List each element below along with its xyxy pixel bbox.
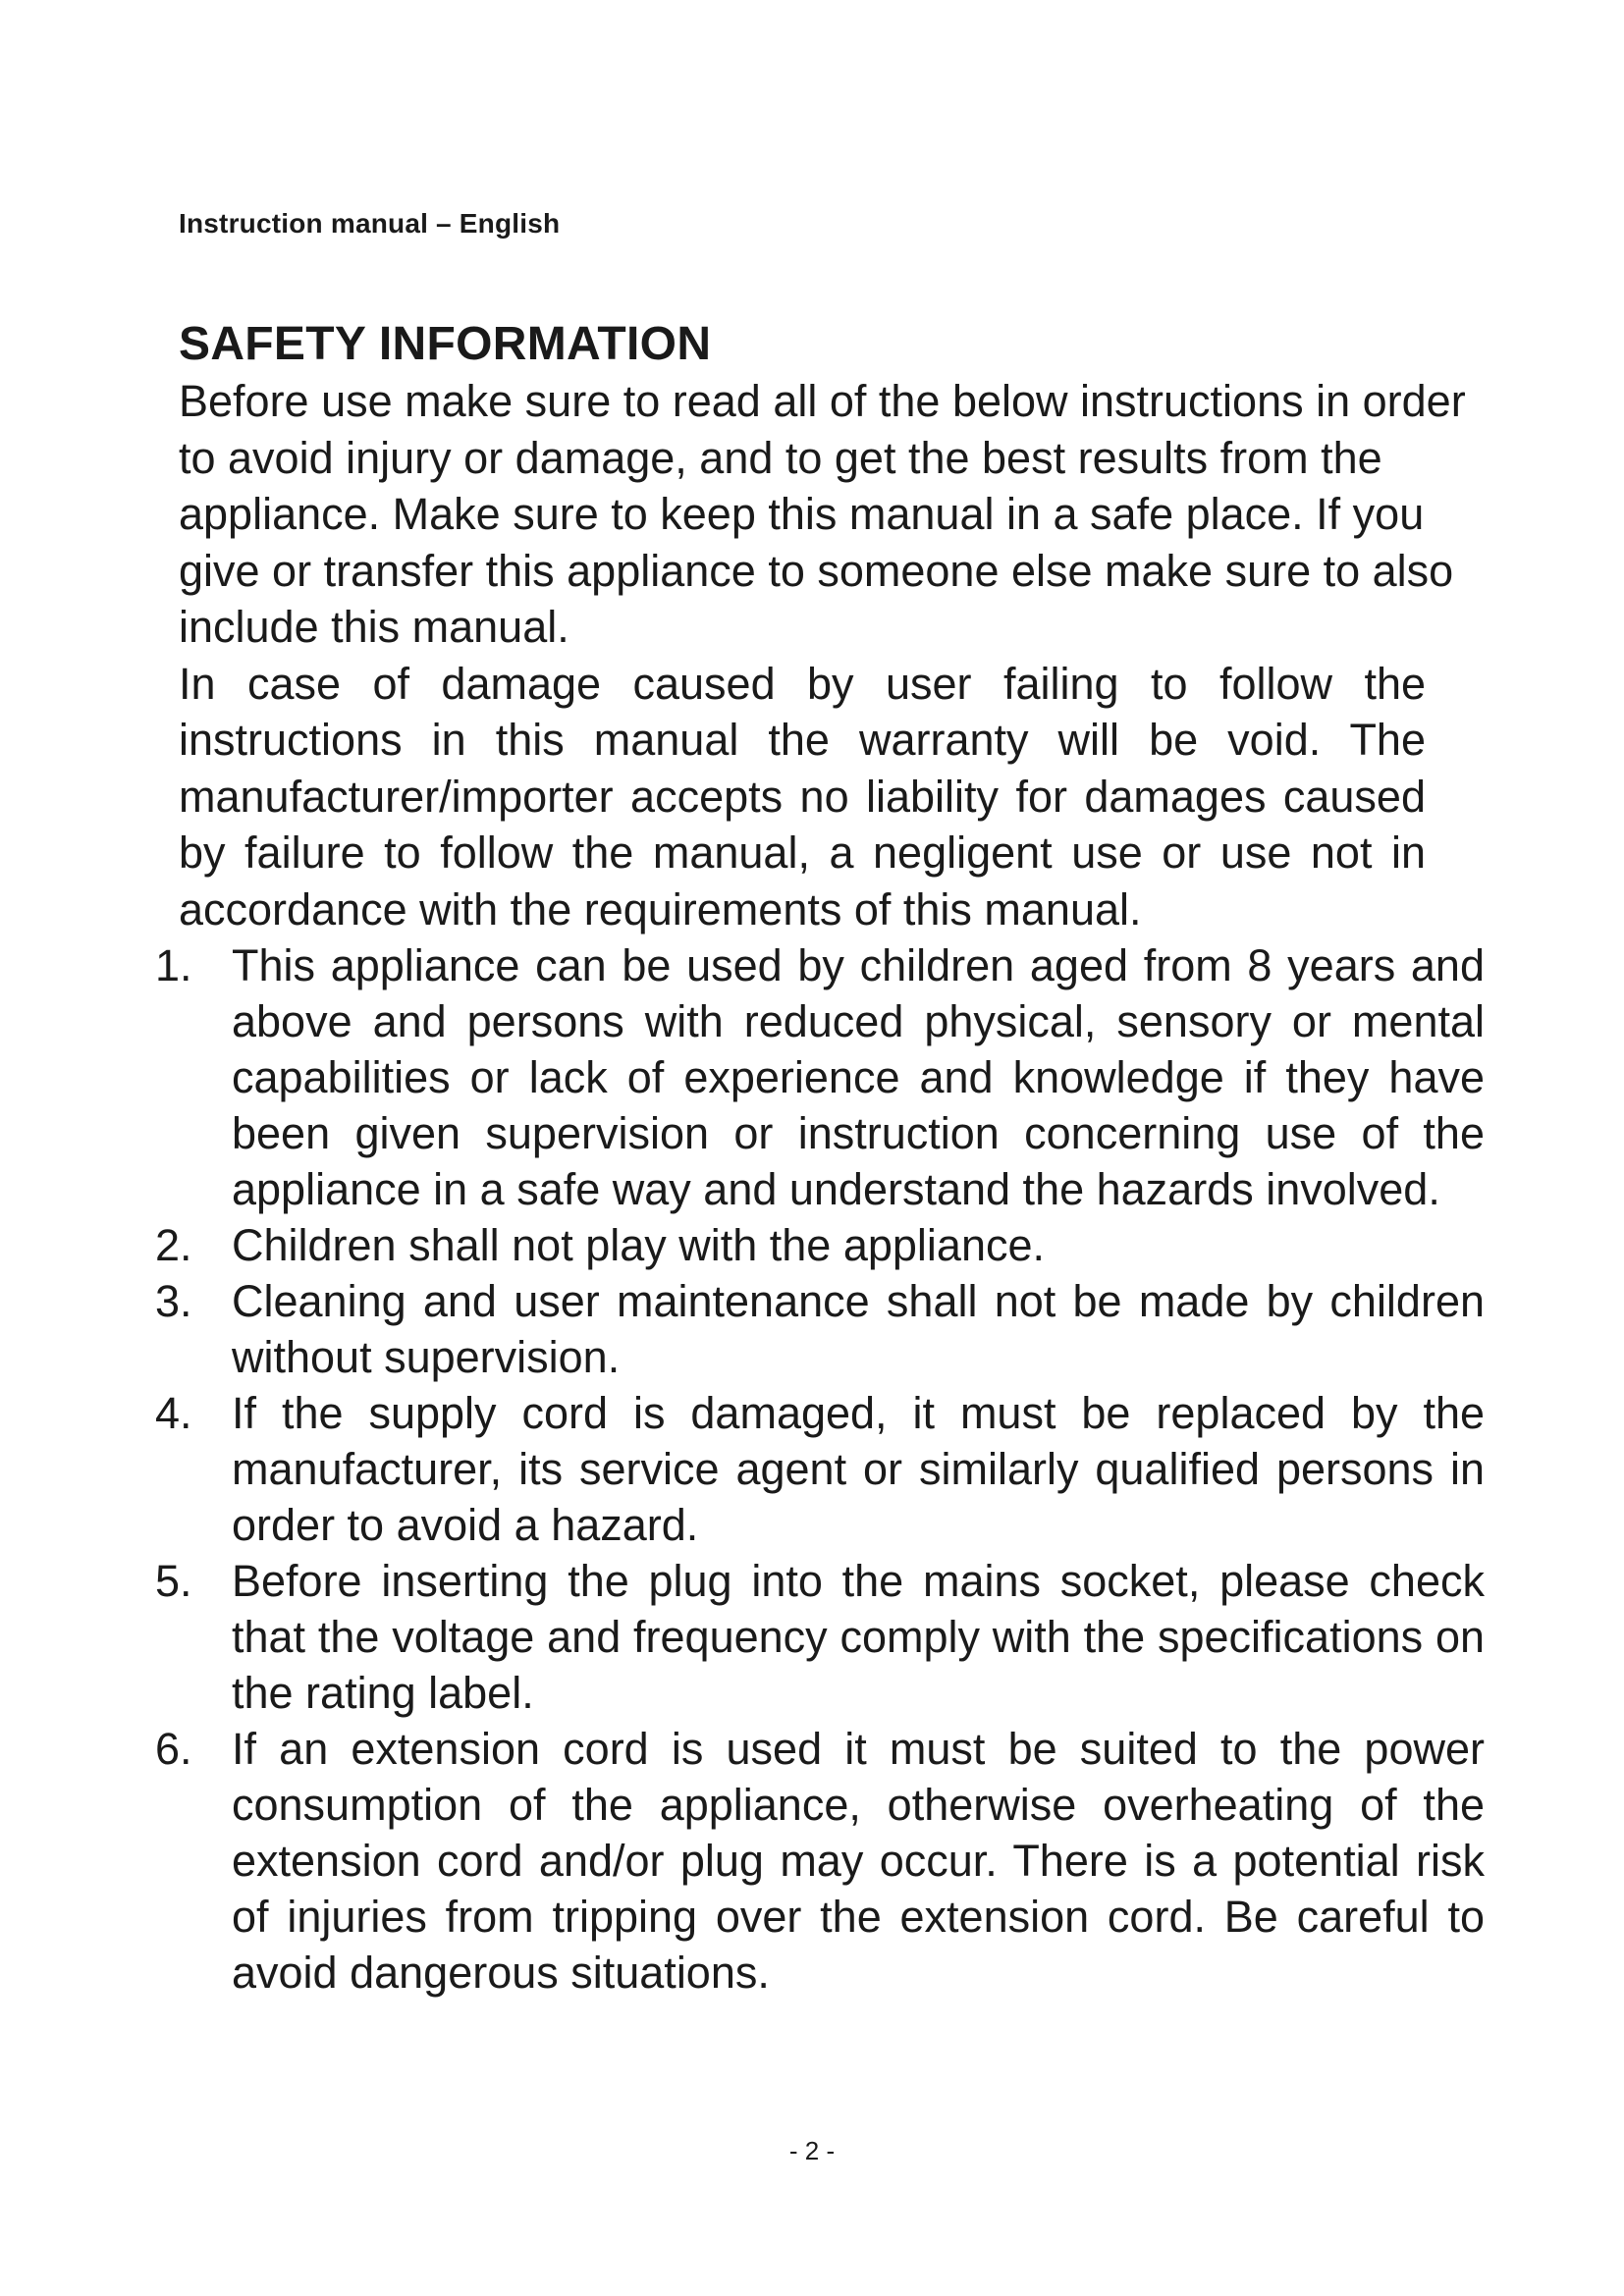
list-item-text: If the supply cord is damaged, it must be replaced by the manufacturer, its service agent or similarly qualified persons in order to avoid a hazard. — [232, 1388, 1485, 1550]
page-number: - 2 - — [788, 2136, 836, 2165]
list-item — [155, 1721, 1485, 2001]
list-item — [155, 937, 1485, 1217]
list-item-text: Cleaning and user maintenance shall not be made by children without supervision. — [232, 1276, 1485, 1382]
warranty-paragraph: In case of damage caused by user failing to follow the instructions in this manual the warranty will be void. The manufacturer/importer accepts no liability for damages caused by failure to follow the manual, a negligent use or use not in accordance with the requirements of this manual. — [179, 658, 1426, 934]
list-item — [155, 1553, 1485, 1721]
list-item-number: 6. — [155, 1724, 192, 1774]
list-item — [155, 1217, 1485, 1273]
list-item-text: This appliance can be used by children aged from 8 years and above and persons with reduced physical, sensory or mental capabilities or lack of experience and knowledge if they have been given supervision or instruction concerning use of the appliance in a safe way and understand the hazards involved. — [232, 940, 1485, 1214]
section-title: SAFETY INFORMATION — [179, 318, 712, 370]
list-item — [155, 1273, 1485, 1385]
page-header: Instruction manual – English — [179, 208, 561, 239]
list-item-number: 5. — [155, 1556, 192, 1606]
list-item-text: Children shall not play with the appliance. — [232, 1220, 1045, 1270]
list-item-text: If an extension cord is used it must be suited to the power consumption of the appliance, otherwise overheating of the extension cord and/or plug may occur. There is a potential risk of injuries from tripping over the extension cord. Be careful to avoid dangerous situations. — [232, 1724, 1485, 1998]
list-item-number: 1. — [155, 940, 192, 990]
list-item — [155, 1385, 1485, 1553]
list-item-number: 2. — [155, 1220, 192, 1270]
intro-paragraph: Before use make sure to read all of the below instructions in order to avoid injury or damage, and to get the best results from the appliance. Make sure to keep this manual in a safe place. If you give or transfer this appliance to someone else make sure to also include this manual. — [179, 376, 1466, 652]
list-item-number: 3. — [155, 1276, 192, 1326]
safety-section — [155, 316, 1485, 2001]
safety-list — [155, 937, 1485, 2001]
list-item-number: 4. — [155, 1388, 192, 1438]
list-item-text: Before inserting the plug into the mains socket, please check that the voltage and frequency comply with the specifications on the rating label. — [232, 1556, 1485, 1718]
